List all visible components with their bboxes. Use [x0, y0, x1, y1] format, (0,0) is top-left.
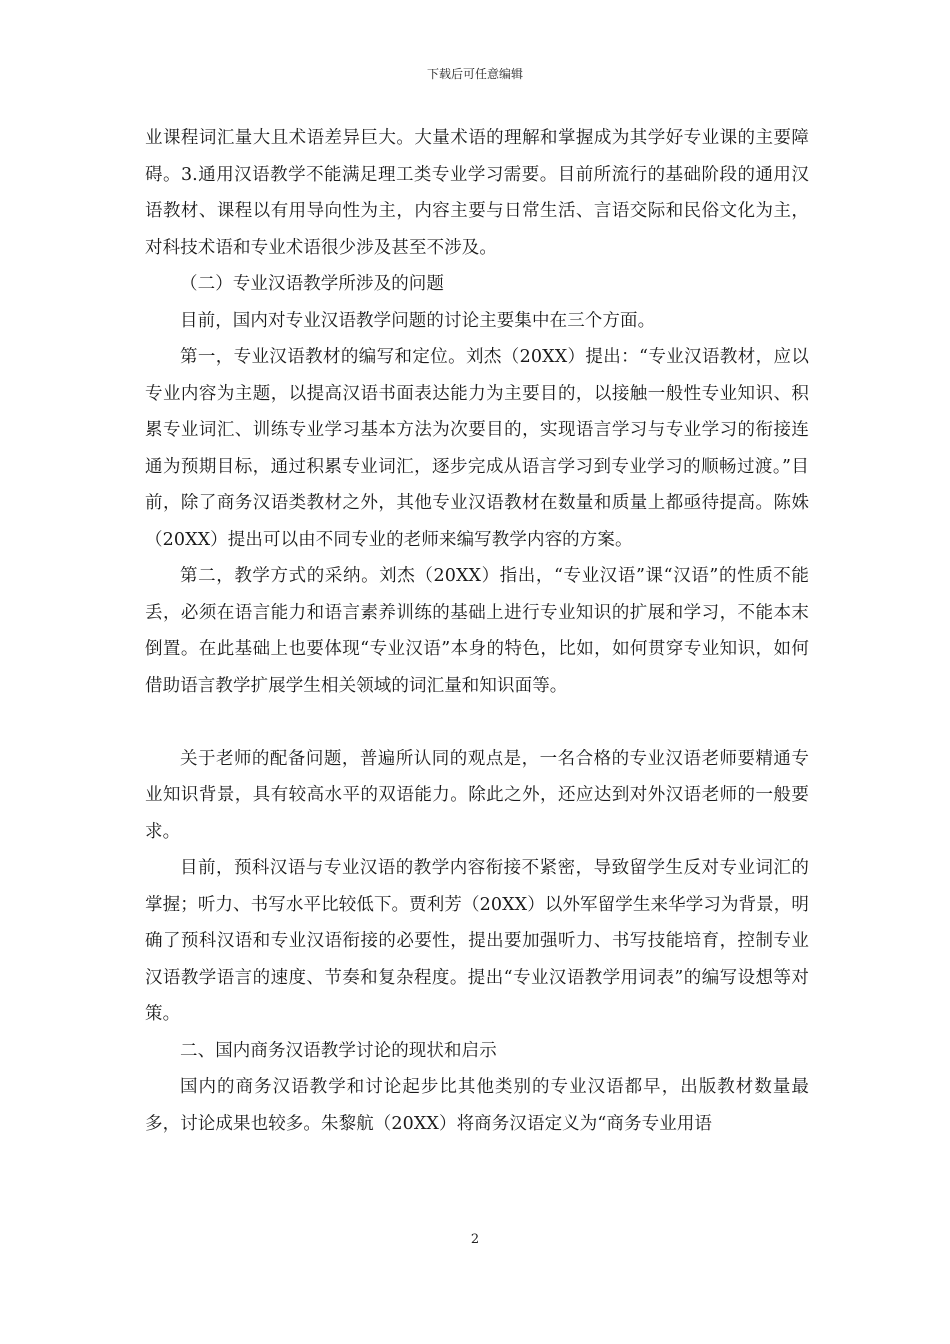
paragraph-second-point: 第二，教学方式的采纳。刘杰（20XX）指出，“专业汉语”课“汉语”的性质不能丢，必须在语言能力和语言素养训练的基础上进行专业知识的扩展和学习，不能本末倒置。在此基础上也要体现“专业汉语”本身的特色，比如，如何贯穿专业知识，如何借助语言教学扩展学生相关领域的词汇量和知识面等。 — [145, 566, 809, 696]
paragraph-teachers: 关于老师的配备问题，普遍所认同的观点是，一名合格的专业汉语老师要精通专业知识背景，具有较高水平的双语能力。除此之外，还应达到对外汉语老师的一般要求。 — [145, 748, 809, 842]
paragraph-first-point: 第一，专业汉语教材的编写和定位。刘杰（20XX）提出：“专业汉语教材，应以专业内容为主题，以提高汉语书面表达能力为主要目的，以接触一般性专业知识、积累专业词汇、训练专业学习基本方法为次要目的，实现语言学习与专业学习的衔接连通为预期目标，通过积累专业词汇，逐步完成从语言学习到专业学习的顺畅过渡。”目前，除了商务汉语类教材之外，其他专业汉语教材在数量和质量上都亟待提高。陈姝（20XX）提出可以由不同专业的老师来编写教学内容的方案。 — [145, 347, 809, 550]
page-number: 2 — [470, 1232, 480, 1247]
paragraph-continuation: 业课程词汇量大且术语差异巨大。大量术语的理解和掌握成为其学好专业课的主要障碍。3.通用汉语教学不能满足理工类专业学习需要。目前所流行的基础阶段的通用汉语教材、课程以有用导向性为主，内容主要与日常生活、言语交际和民俗文化为主，对科技术语和专业术语很少涉及甚至不涉及。 — [145, 128, 809, 258]
paragraph-intro: 目前，国内对专业汉语教学问题的讨论主要集中在三个方面。 — [180, 310, 656, 331]
page-header: 下载后可任意编辑 — [426, 67, 523, 81]
document-body — [145, 120, 809, 1142]
blank-line — [145, 704, 809, 741]
section-heading-2: （二）专业汉语教学所涉及的问题 — [180, 274, 444, 294]
paragraph-preparatory: 目前，预科汉语与专业汉语的教学内容衔接不紧密，导致留学生反对专业词汇的掌握；听力、书写水平比较低下。贾利芳（20XX）以外军留学生来华学习为背景，明确了预科汉语和专业汉语衔接的必要性，提出要加强听力、书写技能培育，控制专业汉语教学语言的速度、节奏和复杂程度。提出“专业汉语教学用词表”的编写设想等对策。 — [145, 858, 809, 1024]
paragraph-business: 国内的商务汉语教学和讨论起步比其他类别的专业汉语都早，出版教材数量最多，讨论成果也较多。朱黎航（20XX）将商务汉语定义为“商务专业用语 — [145, 1077, 809, 1134]
section-heading-business: 二、国内商务汉语教学讨论的现状和启示 — [180, 1040, 497, 1061]
